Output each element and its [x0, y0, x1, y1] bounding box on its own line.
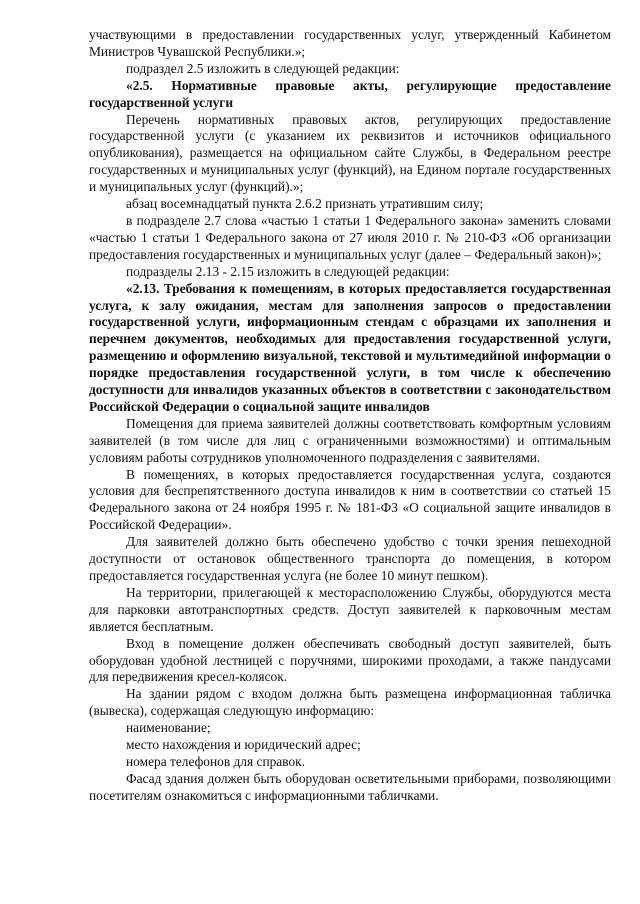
paragraph-parking: На территории, прилегающей к месторасположению Службы, оборудуются места для парковки автотранспортных средств. Доступ заявителей к парковочным местам является бесплатным.: [89, 584, 611, 634]
paragraph-entrance: Вход в помещение должен обеспечивать свободный доступ заявителей, быть оборудован удобной лестницей с поручнями, широкими проходами, а также пандусами для передвижения кресел-колясок.: [89, 635, 611, 685]
paragraph-subsection-2-5-intro: подраздел 2.5 изложить в следующей редакции:: [126, 60, 400, 76]
paragraph-2-6-2: абзац восемнадцатый пункта 2.6.2 признать утратившим силу;: [126, 196, 484, 212]
paragraph-disabled-access: В помещениях, в которых предоставляется государственная услуга, создаются условия для беспрепятственного доступа инвалидов к ним в соответствии со статьей 15 Федерального закона от 24 ноября 1995 г. № 181-ФЗ «О социальной защите инвалидов в Российской Федерации».: [89, 466, 611, 533]
list-item-name: наименование;: [126, 720, 211, 736]
list-item-phones: номера телефонов для справок.: [126, 753, 306, 769]
list-item-address: место нахождения и юридический адрес;: [126, 737, 361, 753]
paragraph-2-13-2-15-intro: подразделы 2.13 - 2.15 изложить в следующей редакции:: [126, 263, 450, 279]
heading-2-13: «2.13. Требования к помещениям, в которых предоставляется государственная услуга, к залу ожидания, местам для заполнения запросов о предоставлении государственной услуги, информационным стендам с образцами их заполнения и перечнем документов, необходимых для предоставления государственной услуги, размещению и оформлению визуальной, текстовой и мультимедийной информации о порядке предоставления государственной услуги, в том числе к обеспечению доступности для инвалидов указанных объектов в соответствии с законодательством Российской Федерации о социальной защите инвалидов: [89, 280, 611, 414]
paragraph-pedestrian-access: Для заявителей должно быть обеспечено удобство с точки зрения пешеходной доступности от остановок общественного транспорта до помещения, в котором предоставляется государственная услуга (не более 10 минут пешком).: [89, 534, 611, 583]
paragraph-continuation: участвующими в предоставлении государственных услуг, утвержденный Кабинетом Министров Чувашской Республики.»;: [89, 27, 611, 59]
paragraph-signboard: На здании рядом с входом должна быть размещена информационная табличка (вывеска), содержащая следующую информацию:: [89, 686, 611, 719]
paragraph-facade-lighting: Фасад здания должен быть оборудован осветительными приборами, позволяющими посетителям ознакомиться с информационными табличками.: [89, 770, 611, 803]
paragraph-premises-comfort: Помещения для приема заявителей должны соответствовать комфортным условиям заявителей (в том числе для лиц с ограниченными возможностями) и оптимальным условиям работы сотрудников уполномоченного подразделения с заявителями.: [89, 415, 611, 465]
paragraph-legal-acts-list: Перечень нормативных правовых актов, регулирующих предоставление государственной услуги (с указанием их реквизитов и источников официального опубликования), размещается на официальном сайте Службы, в Федеральном реестре государственных и муниципальных услуг (функций), на Едином портале государственных и муниципальных услуг (функций).»;: [89, 111, 611, 195]
heading-2-5: «2.5. Нормативные правовые акты, регулирующие предоставление государственной услуги: [89, 77, 611, 110]
paragraph-2-7-replace: в подразделе 2.7 слова «частью 1 статьи 1 Федерального закона» заменить словами «частью 1 статьи 1 Федерального закона от 27 июля 2010 г. № 210-ФЗ «Об организации предоставления государственных и муниципальных услуг (далее – Федеральный закон)»;: [89, 212, 611, 262]
